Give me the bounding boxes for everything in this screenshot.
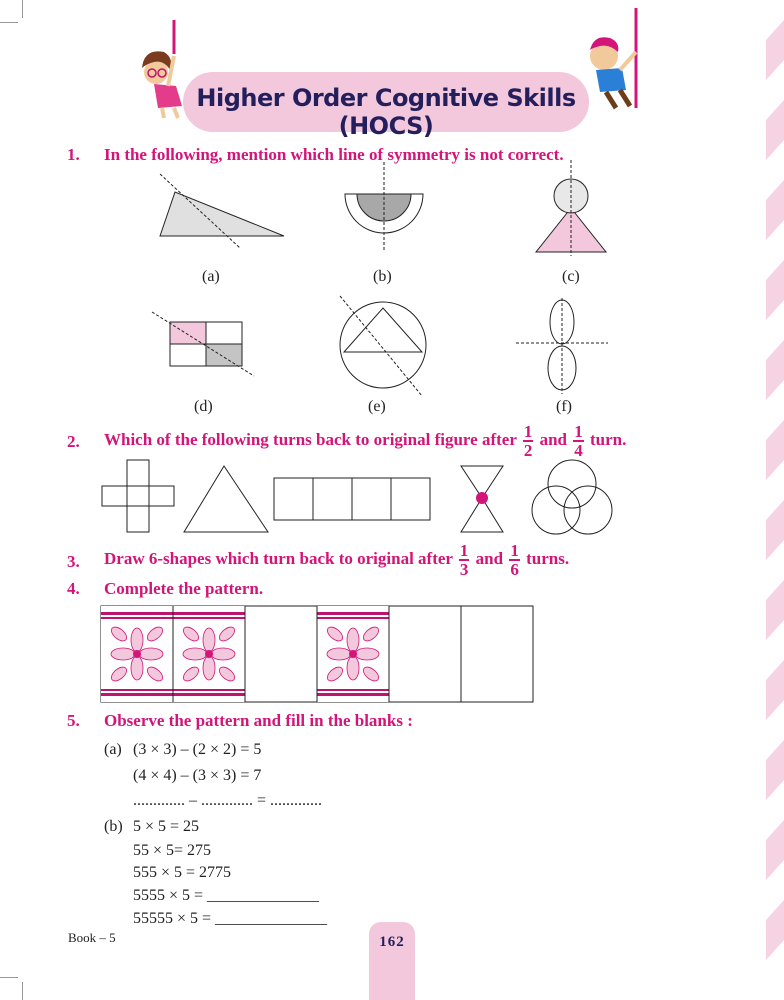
q3-number: 3. [67, 552, 80, 571]
q2-triangle-shape [182, 458, 272, 538]
book-label: Book – 5 [68, 930, 116, 945]
q4-text: Complete the pattern. [104, 579, 264, 598]
label-a: (a) [202, 268, 220, 285]
page-number-tab [369, 922, 415, 1000]
boy-cartoon-illustration [576, 8, 656, 118]
shape-d-rectangle [150, 310, 260, 380]
q2-number: 2. [67, 432, 80, 451]
q1-text: In the following, mention which line of symmetry is not correct. [104, 145, 564, 164]
q5-b-label: (b) [104, 818, 123, 835]
q3-text: Draw 6-shapes which turn back to original after $\frac{1}{3}$ and $\frac{1}{6}$ turns. [104, 541, 570, 579]
q5-b-line-5: 55555 × 5 = ______________ [133, 910, 328, 927]
crop-mark [22, 982, 23, 1000]
q5-a-line-3: ............. – ............. = ............. [133, 792, 323, 809]
shape-a-triangle [150, 170, 290, 250]
shape-f-figure-eight [514, 296, 614, 396]
q2-plus-shape [100, 458, 180, 538]
q5-a-line-2: (4 × 4) – (3 × 3) = 7 [133, 767, 262, 784]
fraction-sixth: $\frac{1}{6}$ [510, 541, 519, 579]
label-b: (b) [373, 268, 392, 285]
q2-hourglass-shape [457, 458, 507, 538]
fraction-half: $\frac{1}{2}$ [523, 422, 533, 460]
crop-mark [0, 977, 18, 978]
q2-four-boxes-shape [273, 476, 433, 526]
q2-text: Which of the following turns back to original figure after $\frac{1}{2}$ and $\frac{1}{4}$ turn. [104, 422, 627, 460]
label-d: (d) [194, 398, 213, 415]
title-banner [183, 72, 589, 140]
q5-b-line-4: 5555 × 5 = ______________ [133, 887, 320, 904]
label-e: (e) [368, 398, 386, 415]
q5-number: 5. [67, 711, 80, 730]
shape-b-semicircle [339, 162, 429, 252]
label-c: (c) [562, 268, 580, 285]
edge-stripes [744, 0, 784, 1000]
q4-number: 4. [67, 579, 80, 598]
label-f: (f) [556, 398, 572, 415]
q5-text: Observe the pattern and fill in the blanks : [104, 711, 413, 730]
q5-a-label: (a) [104, 741, 122, 758]
q5-a-line-1: (3 × 3) – (2 × 2) = 5 [133, 741, 262, 758]
fraction-quarter: $\frac{1}{4}$ [574, 422, 583, 460]
shape-e-circle-triangle [330, 292, 440, 402]
q5-b-line-3: 555 × 5 = 2775 [133, 864, 232, 881]
fraction-third: $\frac{1}{3}$ [459, 541, 469, 579]
q1-number: 1. [67, 145, 80, 164]
q2-three-circles-shape [522, 454, 622, 544]
page-number: 162 [379, 934, 405, 950]
q5-b-line-2: 55 × 5= 275 [133, 842, 212, 859]
shape-c-circle-triangle [526, 158, 616, 258]
q5-b-line-1: 5 × 5 = 25 [133, 818, 200, 835]
girl-cartoon-illustration [134, 20, 204, 120]
q4-pattern-strip [100, 604, 536, 704]
crop-mark [0, 22, 18, 23]
page-title: Higher Order Cognitive Skills (HOCS) [196, 84, 576, 140]
crop-mark [22, 0, 23, 18]
